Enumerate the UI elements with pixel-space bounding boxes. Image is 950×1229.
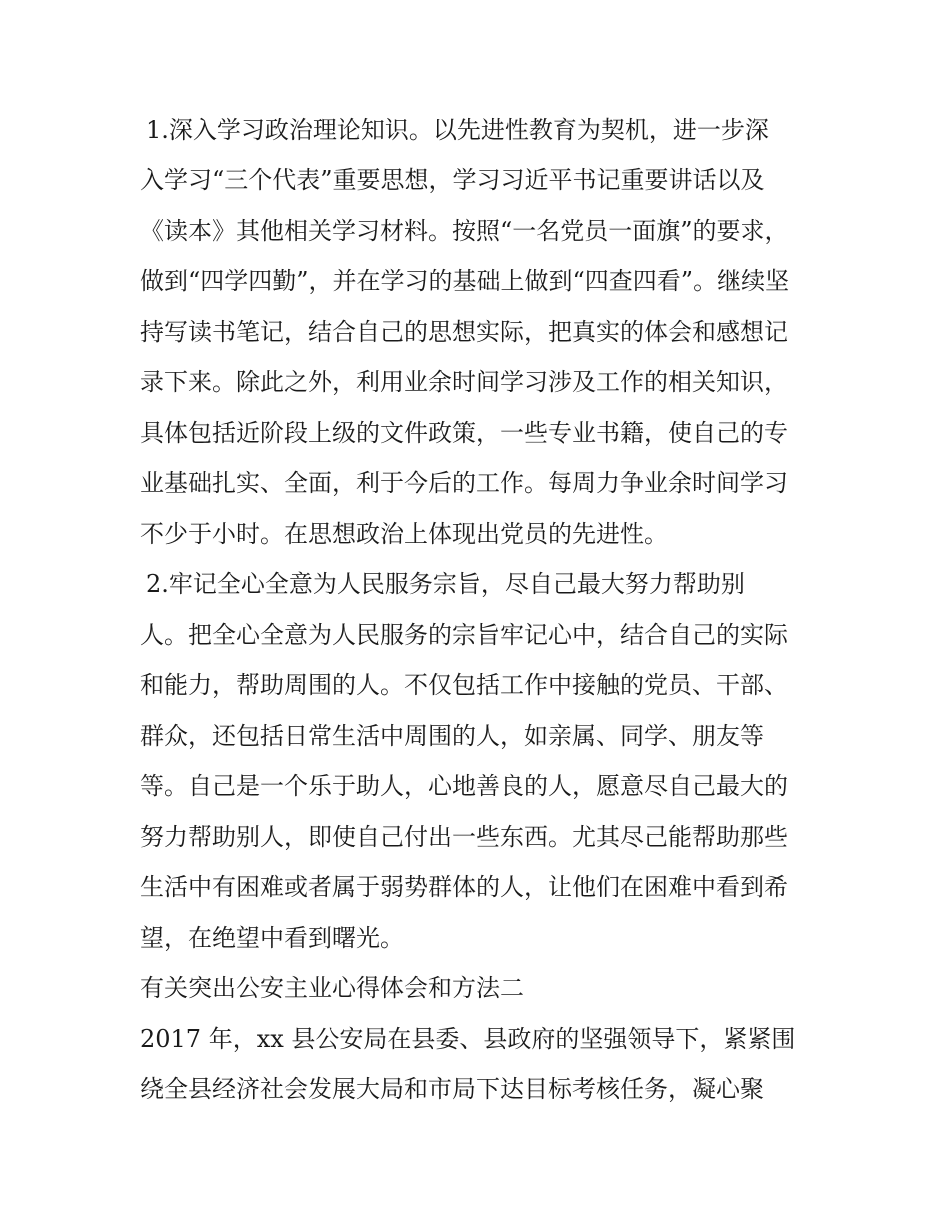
text-line: 不少于小时。在思想政治上体现出党员的先进性。 [140, 520, 668, 548]
text-line: 具体包括近阶段上级的文件政策，一些专业书籍，使自己的专 [140, 419, 788, 447]
text-line: 1.深入学习政治理论知识。以先进性教育为契机，进一步深 [146, 116, 769, 144]
text-line: 和能力，帮助周围的人。不仅包括工作中接触的党员、干部、 [140, 671, 788, 699]
section-heading: 有关突出公安主业心得体会和方法二 [140, 974, 524, 1002]
text-line: 努力帮助别人，即使自己付出一些东西。尤其尽己能帮助那些 [140, 823, 788, 851]
text-line: 绕全县经济社会发展大局和市局下达目标考核任务，凝心聚 [140, 1075, 764, 1103]
text-line: 做到“四学四勤”，并在学习的基础上做到“四查四看”。继续坚 [140, 267, 790, 295]
text-line: 人。把全心全意为人民服务的宗旨牢记心中，结合自己的实际 [140, 621, 788, 649]
text-line: 望，在绝望中看到曙光。 [140, 924, 404, 952]
text-line: 入学习“三个代表”重要思想，学习习近平书记重要讲话以及 [140, 166, 765, 194]
text-line: 录下来。除此之外，利用业余时间学习涉及工作的相关知识， [140, 368, 788, 396]
text-line: 等。自己是一个乐于助人，心地善良的人，愿意尽自己最大的 [140, 772, 788, 800]
text-line: 《读本》其他相关学习材料。按照“一名党员一面旗”的要求， [140, 217, 789, 245]
text-line: 持写读书笔记，结合自己的思想实际，把真实的体会和感想记 [140, 318, 788, 346]
text-line: 生活中有困难或者属于弱势群体的人，让他们在困难中看到希 [140, 873, 788, 901]
text-line: 2.牢记全心全意为人民服务宗旨，尽自己最大努力帮助别 [146, 570, 745, 598]
text-line: 业基础扎实、全面，利于今后的工作。每周力争业余时间学习 [140, 469, 788, 497]
text-line: 群众，还包括日常生活中周围的人，如亲属、同学、朋友等 [140, 722, 764, 750]
text-line: 2017 年，xx 县公安局在县委、县政府的坚强领导下，紧紧围 [140, 1025, 796, 1053]
